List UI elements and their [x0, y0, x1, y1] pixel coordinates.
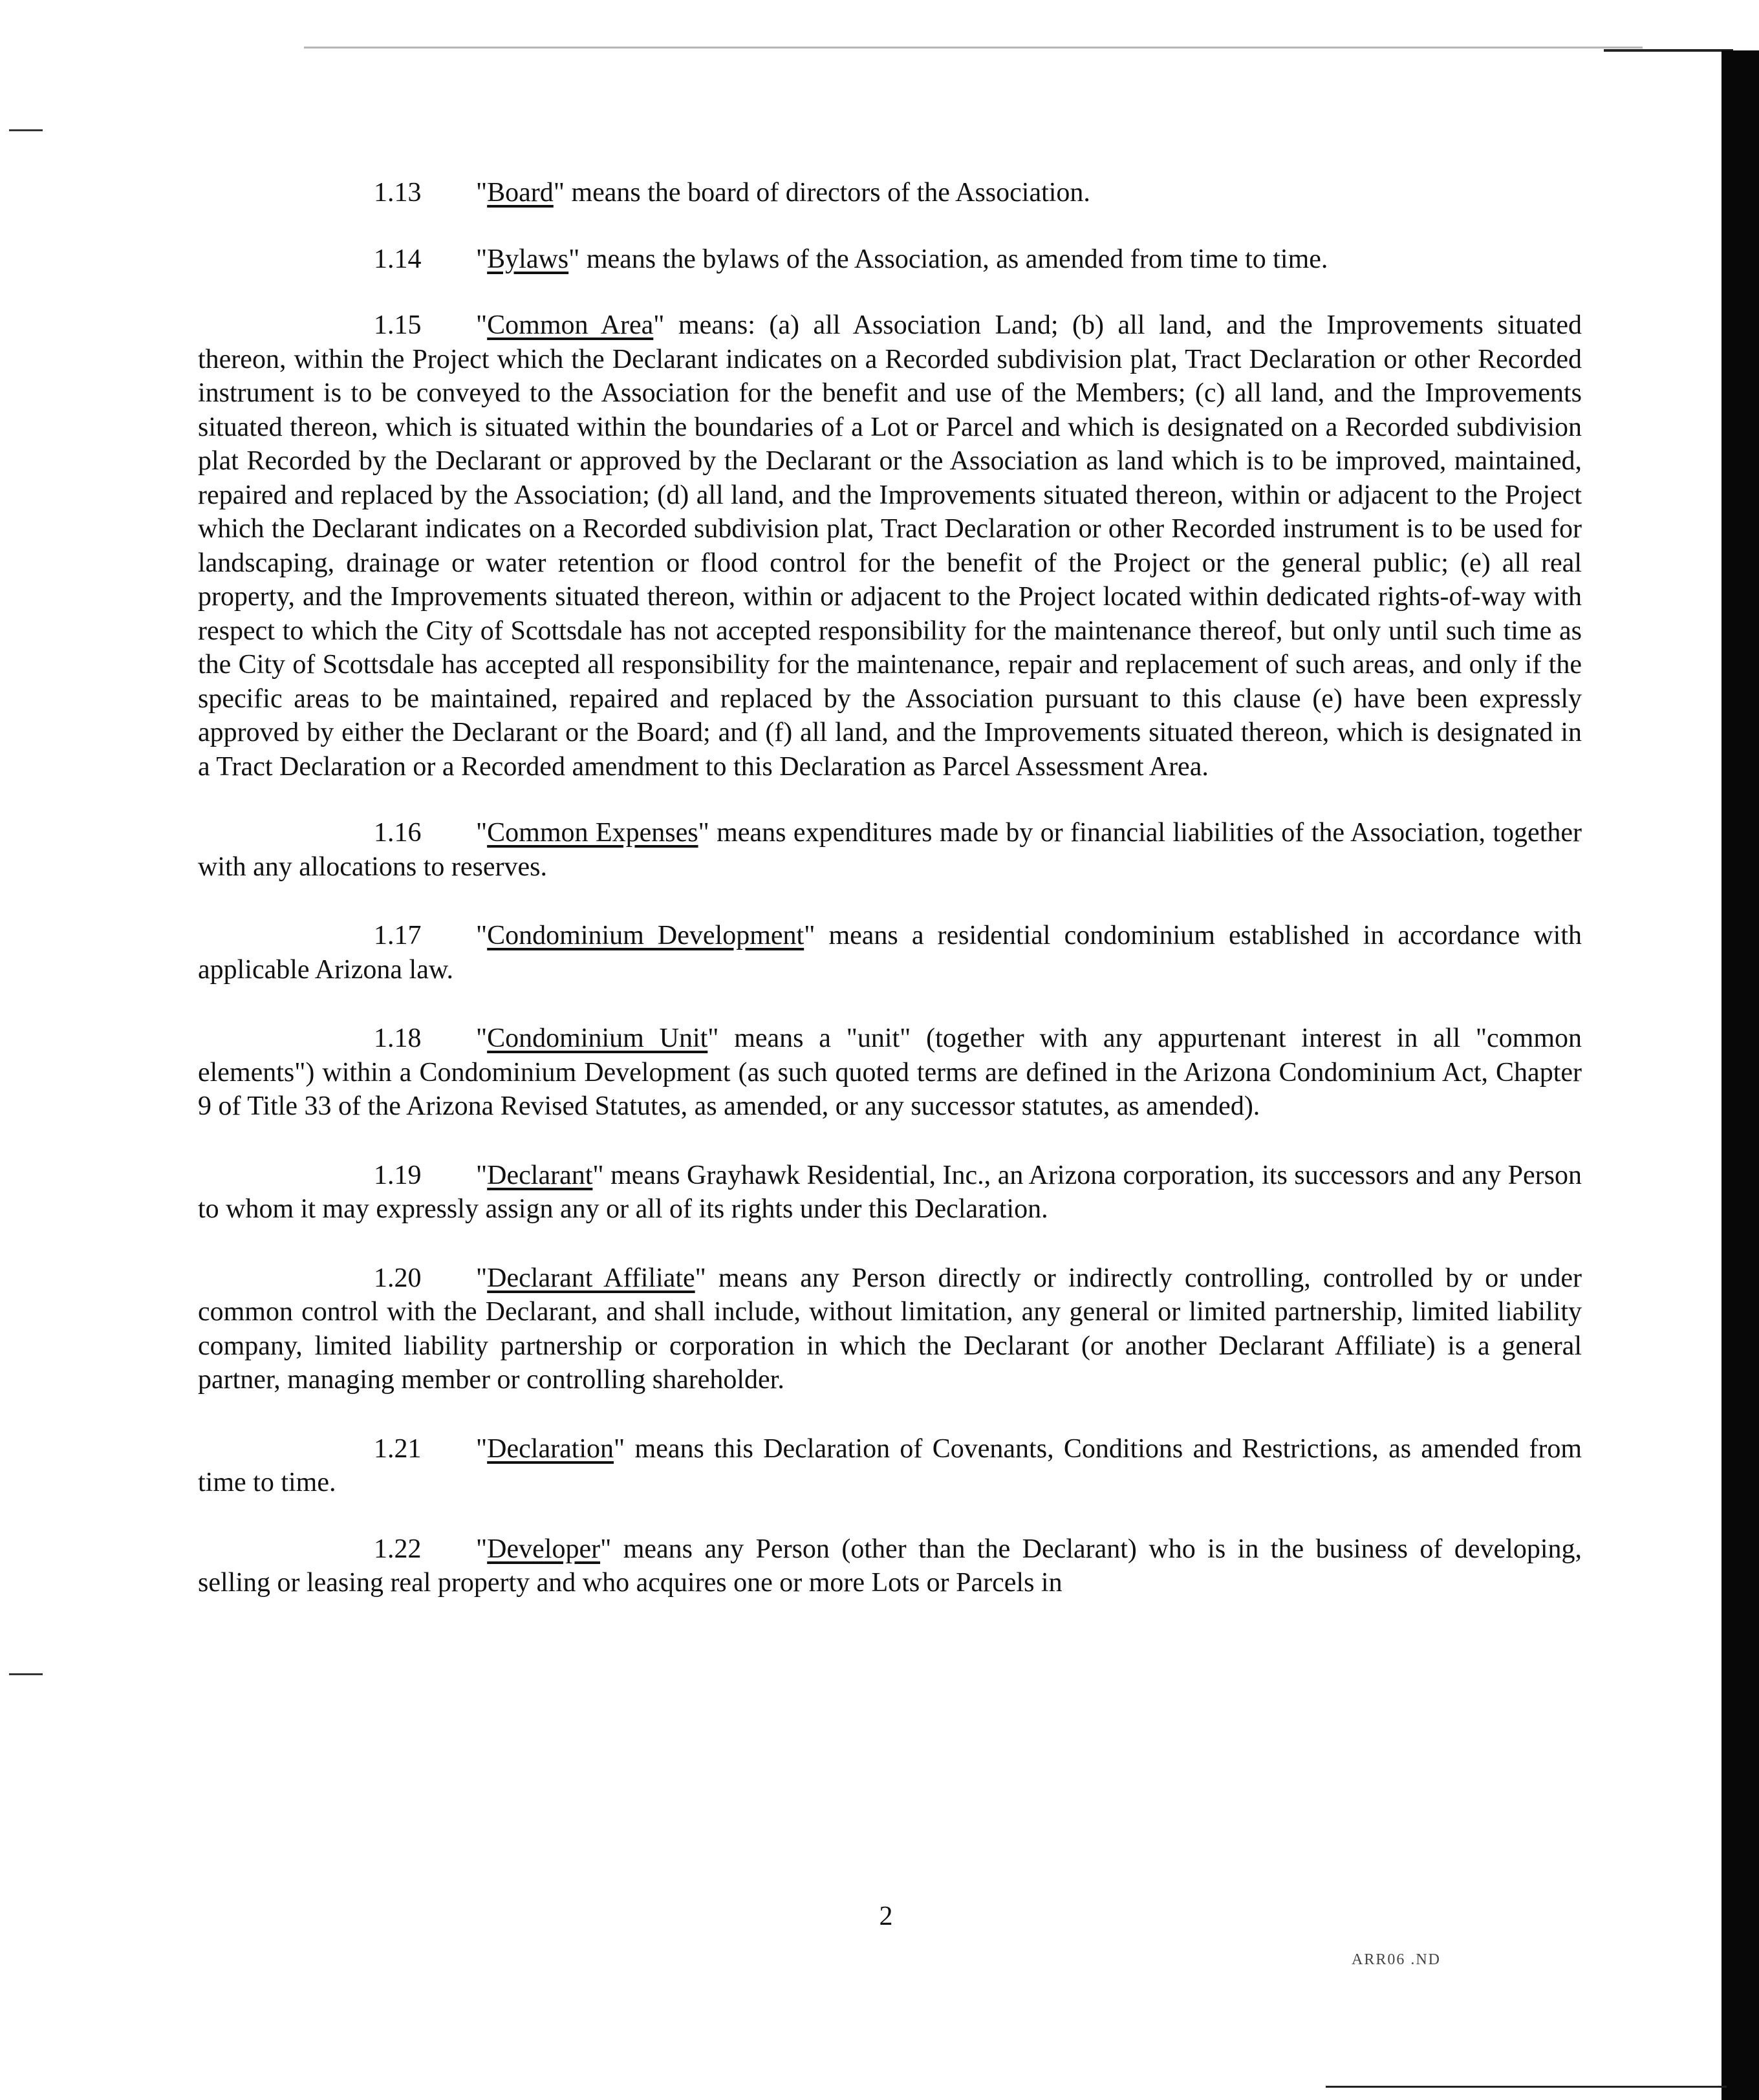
definition-text: means this Declaration of Covenants, Conditions and Restrictions, as amended from time to time.: [198, 1433, 1582, 1497]
definition-1-15: 1.15 "Common Area" means: (a) all Association Land; (b) all land, and the Improvements situated thereon, within the Project which the Declarant indicates on a Recorded subdivision plat, Tract Declaration or other Recorded instrument is to be conveyed to the Association for the benefit and use of the Members; (c) all land, and the Improvements situated thereon, which is situated within the boundaries of a Lot or Parcel and which is designated on a Recorded subdivision plat Recorded by the Declarant or approved by the Declarant or the Association as land which is to be improved, maintained, repaired and replaced by the Association; (d) all land, and the Improvements situated thereon, within or adjacent to the Project which the Declarant indicates on a Recorded subdivision plat, Tract Declaration or other Recorded instrument is to be used for landscaping, drainage or water retention or flood control for the benefit of the Project or the general public; (e) all real property, and the Improvements situated thereon, within or adjacent to the Project located within dedicated rights-of-way with respect to which the City of Scottsdale has not accepted responsibility for the maintenance thereof, but only until such time as the City of Scottsdale has accepted all responsibility for the maintenance, repair and replacement of such areas, and only if the specific areas to be maintained, repaired and replaced by the Association pursuant to this clause (e) have been expressly approved by either the Declarant or the Board; and (f) all land, and the Improvements situated thereon, which is designated in a Tract Declaration or a Recorded amendment to this Declaration as Parcel Assessment Area.: [198, 308, 1582, 784]
defined-term: Declarant: [487, 1160, 593, 1190]
document-body: [198, 176, 1582, 1600]
definition-text: means Grayhawk Residential, Inc., an Arizona corporation, its successors and any Person to whom it may expressly assign any or all of its rights under this Declaration.: [198, 1160, 1582, 1224]
definition-1-22: 1.22 "Developer" means any Person (other than the Declarant) who is in the business of developing, selling or leasing real property and who acquires one or more Lots or Parcels in: [198, 1532, 1582, 1600]
definition-1-13: 1.13 "Board" means the board of directors of the Association.: [198, 176, 1582, 210]
section-number: 1.18: [374, 1023, 422, 1053]
definition-text: means any Person directly or indirectly controlling, controlled by or under common control with the Declarant, and shall include, without limitation, any general or limited partnership, limited liability company, limited liability partnership or corporation in which the Declarant (or another Declarant Affiliate) is a general partner, managing member or controlling shareholder.: [198, 1263, 1582, 1395]
definition-text: means a residential condominium established in accordance with applicable Arizona law.: [198, 921, 1582, 985]
section-number: 1.17: [374, 921, 422, 950]
definition-text: means the board of directors of the Association.: [564, 178, 1090, 208]
scan-black-edge: [1721, 50, 1759, 2100]
section-number: 1.15: [374, 310, 422, 340]
scan-artifact-bottom-line: [1326, 2086, 1727, 2088]
definition-1-14: 1.14 "Bylaws" means the bylaws of the Association, as amended from time to time.: [198, 242, 1582, 277]
defined-term: Bylaws: [487, 244, 569, 274]
defined-term: Developer: [487, 1534, 601, 1564]
definition-1-16: 1.16 "Common Expenses" means expenditures made by or financial liabilities of the Association, together with any allocations to reserves.: [198, 816, 1582, 884]
definition-1-21: 1.21 "Declaration" means this Declaration of Covenants, Conditions and Restrictions, as amended from time to time.: [198, 1432, 1582, 1500]
defined-term: Condominium Unit: [487, 1023, 708, 1053]
section-number: 1.19: [374, 1160, 422, 1190]
definition-1-18: 1.18 "Condominium Unit" means a "unit" (together with any appurtenant interest in all "common elements") within a Condominium Development (as such quoted terms are defined in the Arizona Condominium Act, Chapter 9 of Title 33 of the Arizona Revised Statutes, as amended, or any successor statutes, as amended).: [198, 1022, 1582, 1124]
defined-term: Common Expenses: [487, 818, 698, 848]
page-number: 2: [879, 1902, 893, 1931]
section-number: 1.16: [374, 818, 422, 848]
definition-text: means any Person (other than the Declarant) who is in the business of developing, selling or leasing real property and who acquires one or more Lots or Parcels in: [198, 1534, 1582, 1598]
definition-text: means: (a) all Association Land; (b) all land, and the Improvements situated thereon, within the Project which the Declarant indicates on a Recorded subdivision plat, Tract Declaration or other Recorded instrument is to be conveyed to the Association for the benefit and use of the Members; (c) all land, and the Improvements situated thereon, which is situated within the boundaries of a Lot or Parcel and which is designated on a Recorded subdivision plat Recorded by the Declarant or approved by the Declarant or the Association as land which is to be improved, maintained, repaired and replaced by the Association; (d) all land, and the Improvements situated thereon, within or adjacent to the Project which the Declarant indicates on a Recorded subdivision plat, Tract Declaration or other Recorded instrument is to be used for landscaping, drainage or water retention or flood control for the benefit of the Project or the general public; (e) all real property, and the Improvements situated thereon, within or adjacent to the Project located within dedicated rights-of-way with respect to which the City of Scottsdale has not accepted responsibility for the maintenance thereof, but only until such time as the City of Scottsdale has accepted all responsibility for the maintenance, repair and replacement of such areas, and only if the specific areas to be maintained, repaired and replaced by the Association pursuant to this clause (e) have been expressly approved by either the Declarant or the Board; and (f) all land, and the Improvements situated thereon, which is designated in a Tract Declaration or a Recorded amendment to this Declaration as Parcel Assessment Area.: [198, 310, 1582, 782]
section-number: 1.13: [374, 178, 422, 208]
defined-term: Common Area: [487, 310, 654, 340]
footer-document-code: ARR06 .ND: [1352, 1951, 1441, 1968]
definition-text: means the bylaws of the Association, as amended from time to time.: [579, 244, 1328, 274]
definition-text: means a "unit" (together with any appurtenant interest in all "common elements") within a Condominium Development (as such quoted terms are defined in the Arizona Condominium Act, Chapter 9 of Title 33 of the Arizona Revised Statutes, as amended, or any successor statutes, as amended).: [198, 1023, 1582, 1121]
defined-term: Declarant Affiliate: [487, 1263, 695, 1293]
section-number: 1.21: [374, 1433, 422, 1464]
section-number: 1.14: [374, 244, 422, 274]
definition-1-19: 1.19 "Declarant" means Grayhawk Residential, Inc., an Arizona corporation, its successors and any Person to whom it may expressly assign any or all of its rights under this Declaration.: [198, 1159, 1582, 1227]
definition-text: means expenditures made by or financial liabilities of the Association, together with any allocations to reserves.: [198, 818, 1582, 882]
defined-term: Condominium Development: [487, 921, 804, 950]
scan-artifact-top-right-line: [1604, 49, 1733, 52]
section-number: 1.22: [374, 1534, 422, 1564]
margin-tick-top: [9, 129, 43, 131]
defined-term: Board: [487, 178, 554, 208]
margin-tick-middle: [9, 1673, 43, 1675]
scan-artifact-top-line: [304, 47, 1643, 48]
definition-1-20: 1.20 "Declarant Affiliate" means any Person directly or indirectly controlling, controlled by or under common control with the Declarant, and shall include, without limitation, any general or limited partnership, limited liability company, limited liability partnership or corporation in which the Declarant (or another Declarant Affiliate) is a general partner, managing member or controlling shareholder.: [198, 1261, 1582, 1397]
section-number: 1.20: [374, 1263, 422, 1293]
defined-term: Declaration: [487, 1433, 614, 1464]
definition-1-17: 1.17 "Condominium Development" means a residential condominium established in accordance with applicable Arizona law.: [198, 919, 1582, 987]
